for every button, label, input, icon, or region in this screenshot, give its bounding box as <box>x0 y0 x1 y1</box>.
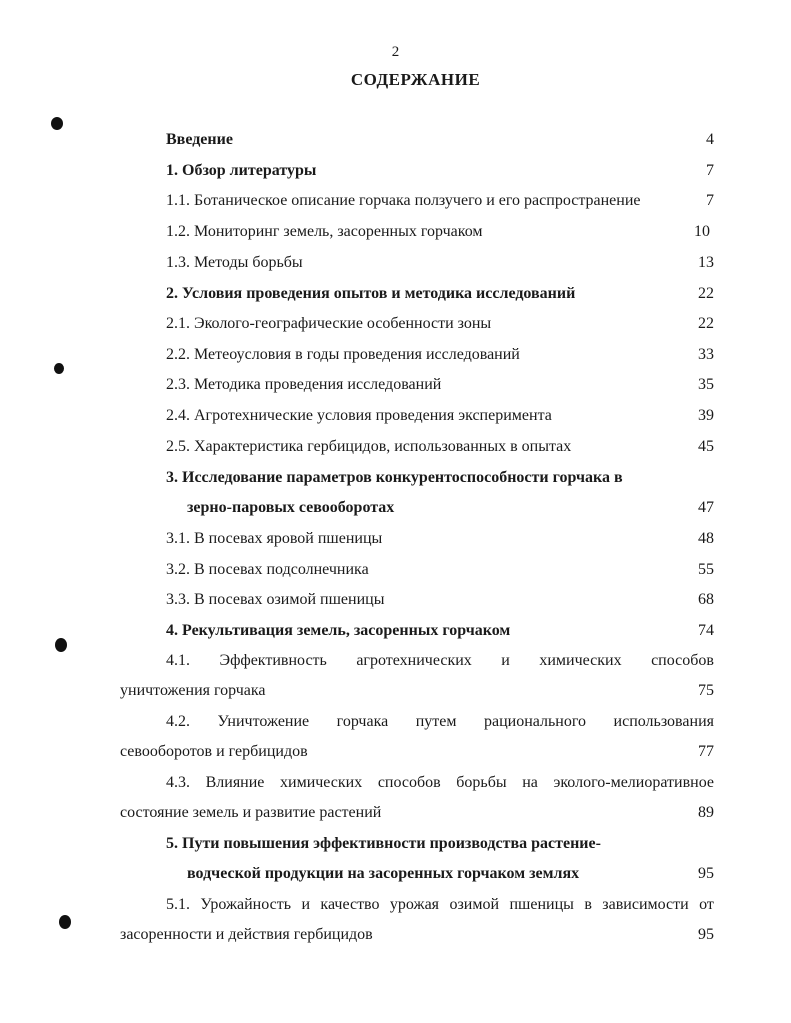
toc-entry-title: 3. Исследование параметров конкурентоспособности горчака в <box>166 469 623 486</box>
toc-entry-title: 3.3. В посевах озимой пшеницы <box>166 591 385 608</box>
toc-entry-page: 48 <box>698 530 714 547</box>
scan-mark <box>54 363 64 374</box>
word: от <box>699 896 714 913</box>
word: химических <box>539 652 622 669</box>
toc-entry-title: Введение <box>166 131 233 148</box>
toc-entry-title: 1.2. Мониторинг земель, засоренных горчаком <box>166 223 483 240</box>
toc-entry-title: 2.5. Характеристика гербицидов, использованных в опытах <box>166 438 572 455</box>
toc-entry-page: 95 <box>698 926 714 943</box>
word: способов <box>377 774 441 791</box>
word: эколого-мелиоративное <box>553 774 714 791</box>
toc-entry-title: 1.3. Методы борьбы <box>166 254 303 271</box>
toc-entry-title-words <box>166 712 714 732</box>
page-number: 2 <box>391 44 400 60</box>
toc-entry-title-words <box>166 651 714 671</box>
word: Уничтожение <box>217 713 310 730</box>
toc-entry-title-continued: засоренности и действия гербицидов <box>120 926 373 943</box>
word: и <box>301 896 310 913</box>
toc-entry-page: 89 <box>698 804 714 821</box>
word: качество <box>320 896 380 913</box>
scan-mark <box>55 638 67 652</box>
toc-entry-title: 2. Условия проведения опытов и методика исследований <box>166 285 576 302</box>
scan-mark <box>51 117 63 130</box>
toc-entry-title: 2.3. Методика проведения исследований <box>166 376 442 393</box>
toc-entry-title: 2.2. Метеоусловия в годы проведения исследований <box>166 346 520 363</box>
toc-entry-page: 10 <box>694 223 710 240</box>
word: использования <box>613 713 714 730</box>
scan-mark <box>59 915 71 929</box>
toc-entry-title: 2.1. Эколого-географические особенности зоны <box>166 315 492 332</box>
toc-entry-page: 7 <box>706 192 714 209</box>
toc-entry-title-continued: зерно-паровых севооборотах <box>187 499 395 516</box>
toc-entry-title-continued: севооборотов и гербицидов <box>120 743 308 760</box>
toc-entry-page: 13 <box>698 254 714 271</box>
toc-entry-title-continued: состояние земель и развитие растений <box>120 804 382 821</box>
word: и <box>501 652 510 669</box>
word: рационального <box>483 713 587 730</box>
toc-entry-title: 1. Обзор литературы <box>166 162 317 179</box>
word: 4.2. <box>166 713 190 730</box>
word: борьбы <box>456 774 507 791</box>
toc-entry-title-words <box>166 895 714 915</box>
toc-entry-title: 1.1. Ботаническое описание горчака ползучего и его распространение <box>166 192 641 209</box>
word: Эффективность <box>219 652 327 669</box>
toc-entry-title: 2.4. Агротехнические условия проведения эксперимента <box>166 407 552 424</box>
toc-entry-title: 3.2. В посевах подсолнечника <box>166 561 369 578</box>
toc-entry-page: 22 <box>698 285 714 302</box>
word: урожая <box>389 896 440 913</box>
toc-entry-title: 5. Пути повышения эффективности производства растение- <box>166 835 601 852</box>
word: способов <box>651 652 714 669</box>
toc-entry-title-continued: водческой продукции на засоренных горчаком землях <box>187 865 580 882</box>
toc-entry-page: 77 <box>698 743 714 760</box>
word: агротехнических <box>356 652 472 669</box>
word: химических <box>280 774 363 791</box>
toc-entry-page: 75 <box>698 682 714 699</box>
word: горчака <box>336 713 389 730</box>
toc-entry-page: 45 <box>698 438 714 455</box>
word: Влияние <box>205 774 265 791</box>
word: в <box>584 896 592 913</box>
toc-entry-page: 39 <box>698 407 714 424</box>
toc-entry-page: 47 <box>698 499 714 516</box>
word: на <box>522 774 538 791</box>
toc-entry-title: 3.1. В посевах яровой пшеницы <box>166 530 383 547</box>
toc-entry-title-words <box>166 773 714 793</box>
word: 4.1. <box>166 652 190 669</box>
toc-entry-page: 74 <box>698 622 714 639</box>
toc-entry-page: 68 <box>698 591 714 608</box>
toc-entry-title-continued: уничтожения горчака <box>120 682 266 699</box>
toc-entry-page: 95 <box>698 865 714 882</box>
toc-entry-page: 35 <box>698 376 714 393</box>
word: зависимости <box>602 896 689 913</box>
toc-entry-page: 33 <box>698 346 714 363</box>
toc-entry-page: 4 <box>706 131 714 148</box>
page-title: СОДЕРЖАНИЕ <box>350 70 481 89</box>
word: Урожайность <box>200 896 292 913</box>
word: путем <box>415 713 457 730</box>
toc-entry-page: 55 <box>698 561 714 578</box>
toc-entry-page: 7 <box>706 162 714 179</box>
word: 5.1. <box>166 896 190 913</box>
toc-entry-title: 4. Рекультивация земель, засоренных горчаком <box>166 622 511 639</box>
toc-entry-page: 22 <box>698 315 714 332</box>
word: пшеницы <box>509 896 574 913</box>
word: 4.3. <box>166 774 190 791</box>
word: озимой <box>449 896 500 913</box>
